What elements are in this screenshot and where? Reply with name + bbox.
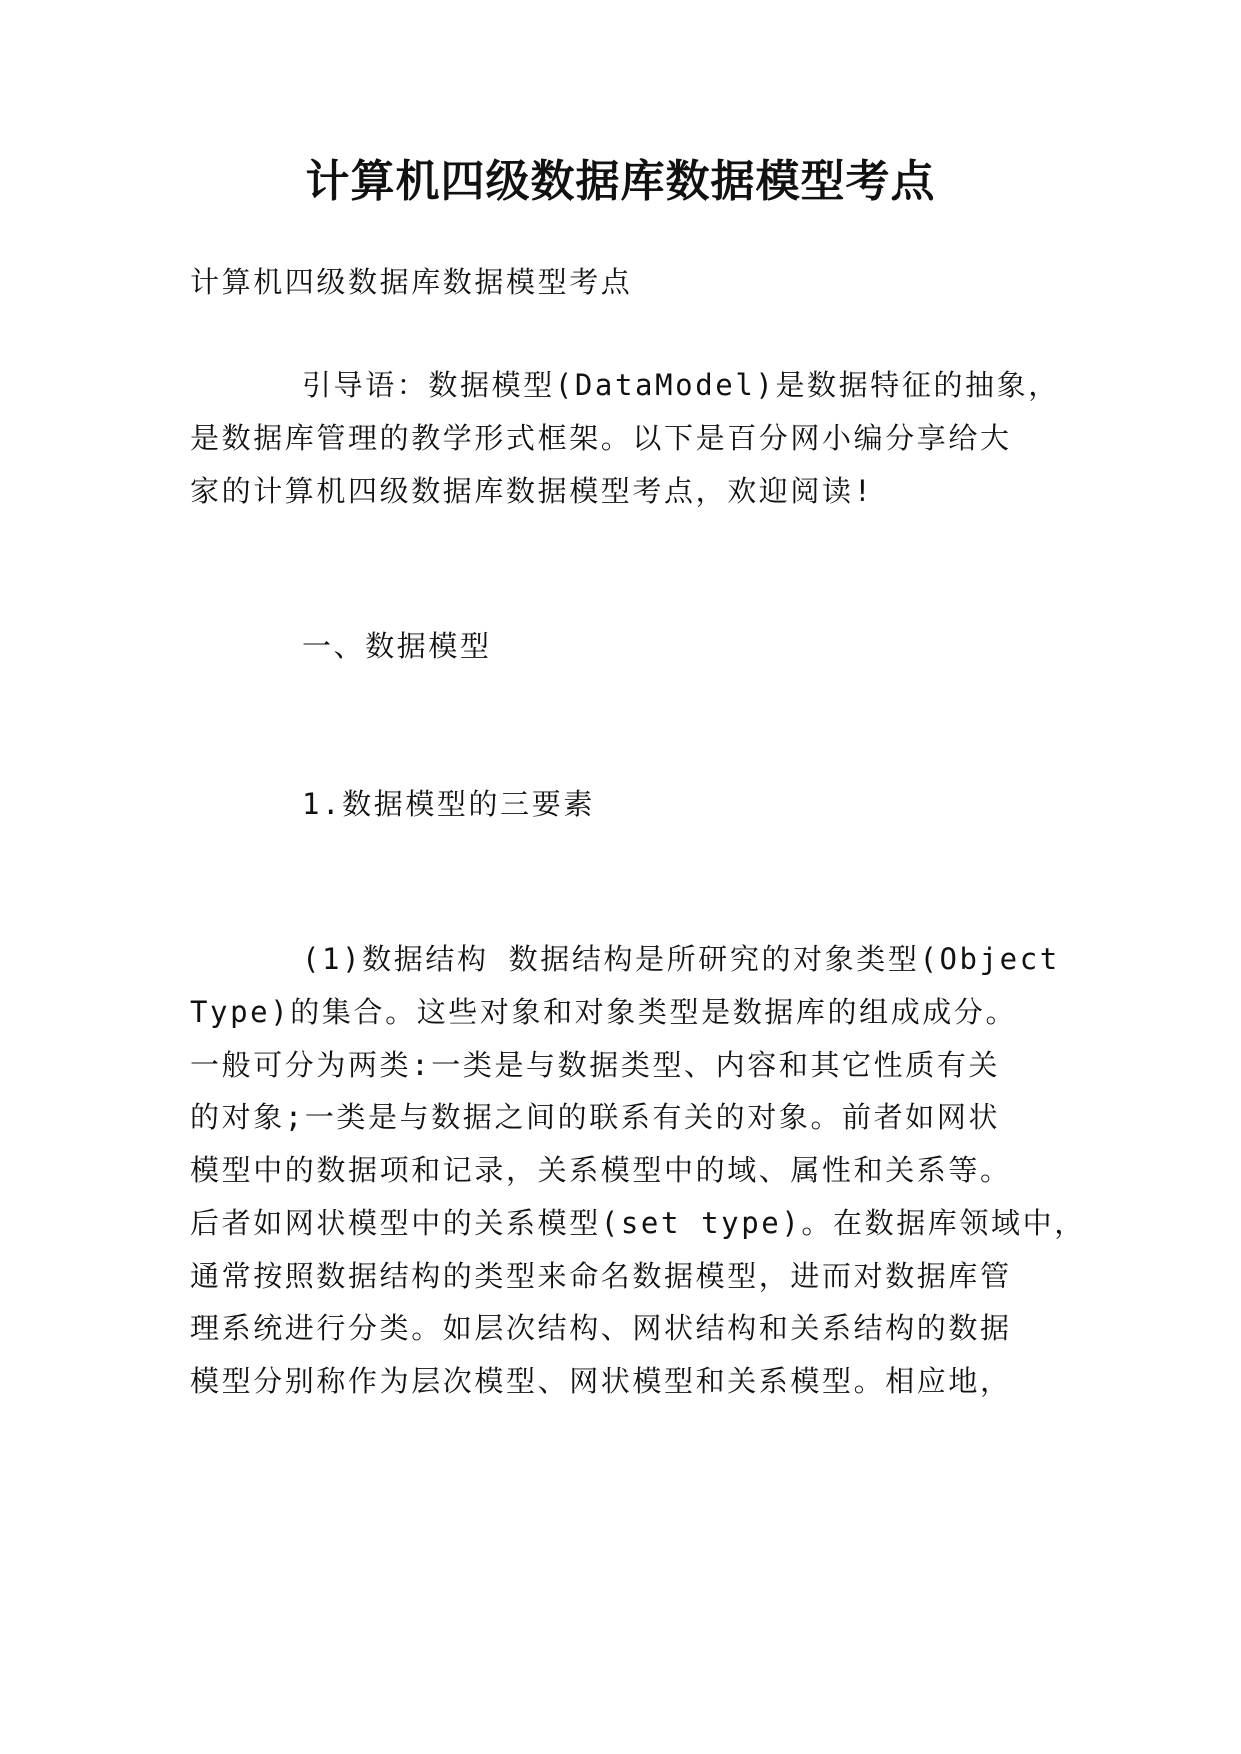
paragraph-line: 模型分别称作为层次模型、网状模型和关系模型。相应地， — [190, 1364, 1012, 1398]
intro-line: 是数据库管理的教学形式框架。以下是百分网小编分享给大 — [190, 421, 1012, 455]
paragraph-line: 的对象;一类是与数据之间的联系有关的对象。前者如网状 — [190, 1100, 1001, 1134]
intro-line: 引导语：数据模型(DataModel)是数据特征的抽象， — [302, 368, 1060, 402]
paragraph-line: 理系统进行分类。如层次结构、网状结构和关系结构的数据 — [190, 1311, 1012, 1345]
paragraph-line: 一般可分为两类:一类是与数据类型、内容和其它性质有关 — [190, 1048, 1001, 1082]
subsection-heading: 1.数据模型的三要素 — [302, 787, 595, 821]
section-heading: 一、数据模型 — [302, 629, 492, 663]
paragraph-line: 后者如网状模型中的关系模型(set type)。在数据库领域中， — [190, 1206, 1086, 1240]
paragraph-line: 通常按照数据结构的类型来命名数据模型，进而对数据库管 — [190, 1259, 1012, 1293]
paragraph-line: (1)数据结构 数据结构是所研究的对象类型(Object — [302, 942, 1060, 976]
document-subtitle: 计算机四级数据库数据模型考点 — [190, 265, 633, 299]
paragraph-line: Type)的集合。这些对象和对象类型是数据库的组成成分。 — [190, 995, 1018, 1029]
paragraph-line: 模型中的数据项和记录，关系模型中的域、属性和关系等。 — [190, 1153, 1012, 1187]
document-title: 计算机四级数据库数据模型考点 — [305, 156, 936, 207]
intro-line: 家的计算机四级数据库数据模型考点，欢迎阅读! — [190, 474, 874, 508]
